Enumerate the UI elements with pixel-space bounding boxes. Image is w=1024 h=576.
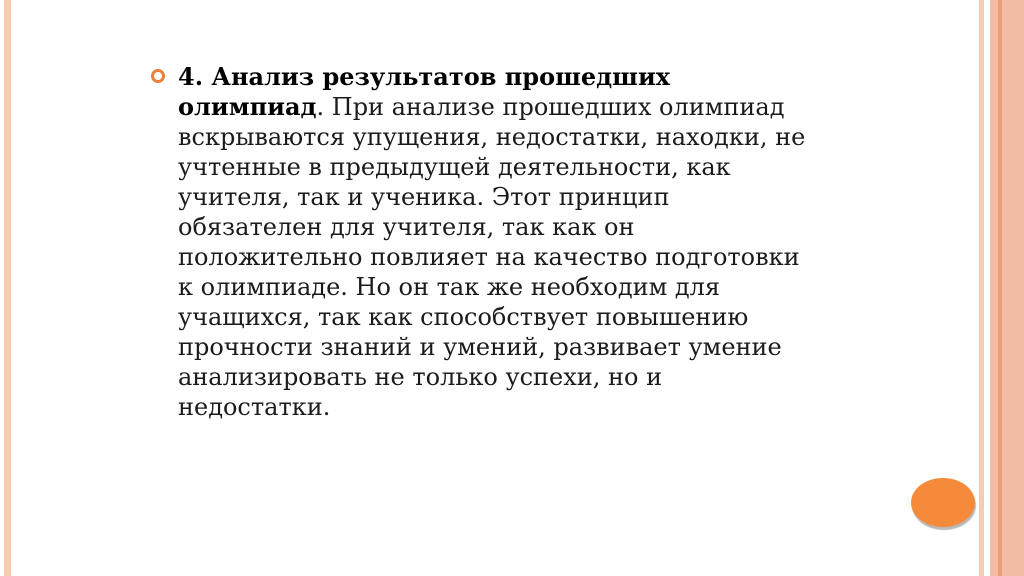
bullet-heading: 4. Анализ результатов прошедших олимпиад xyxy=(178,62,671,121)
decorative-ellipse xyxy=(911,478,975,527)
left-border-stripe xyxy=(4,0,11,576)
right-border-band xyxy=(990,0,1024,576)
bullet-heading-period: . xyxy=(316,93,332,121)
slide-body-text xyxy=(178,62,814,422)
ring-bullet-icon xyxy=(151,69,165,83)
bullet-paragraph: При анализе прошедших олимпиад вскрываются упущения, недостатки, находки, не учтенные в предыдущей деятельности, как учителя, так и ученика. Этот принцип обязателен для учителя, так как он положительно повлияет на качество подготовки к олимпиаде. Но он так же необходим для учащихся, так как способствует повышению прочности знаний и умений, развивает умение анализировать не только успехи, но и недостатки. xyxy=(178,93,806,421)
right-border-inner-line xyxy=(998,0,1002,576)
right-border-thin-stripe xyxy=(979,0,984,576)
